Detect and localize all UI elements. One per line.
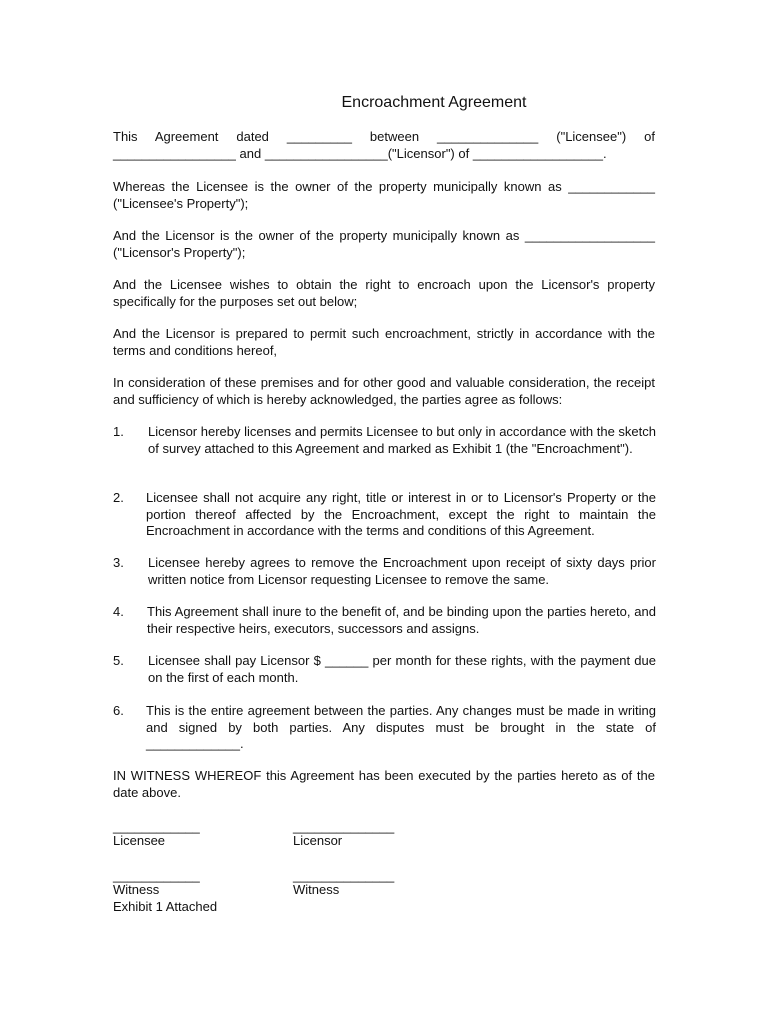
- whereas-permit-encroachment: And the Licensor is prepared to permit such encroachment, strictly in accordance with the terms and conditions hereof,: [113, 326, 655, 358]
- witness-signature-line: ______________: [293, 868, 395, 883]
- item-text-removal: Licensee hereby agrees to remove the Encroachment upon receipt of sixty days prior written notice from Licensor requesting Licensee to remove the same.: [148, 555, 656, 587]
- intro-paragraph: This Agreement dated _________ between ______________ ("Licensee") of _________________ and _________________("Licensor") of __________________.: [113, 129, 655, 161]
- item-number: 3.: [113, 555, 124, 570]
- item-text-license: Licensor hereby licenses and permits Licensee to but only in accordance with the sketch of survey attached to this Agreement and marked as Exhibit 1 (the "Encroachment").: [148, 424, 657, 456]
- item-number: 4.: [113, 604, 124, 619]
- exhibit-note: Exhibit 1 Attached: [113, 899, 218, 914]
- licensor-signature-line: ______________: [293, 819, 395, 834]
- whereas-encroach-right: And the Licensee wishes to obtain the right to encroach upon the Licensor's property specifically for the purposes set out below;: [113, 277, 655, 309]
- whereas-licensor-property: And the Licensor is the owner of the property municipally known as __________________ ("Licensor's Property");: [113, 228, 655, 260]
- item-text-entire-agreement: This is the entire agreement between the parties. Any changes must be made in writing and signed by both parties. Any disputes must be brought in the state of _____________.: [146, 703, 656, 751]
- item-text-no-rights: Licensee shall not acquire any right, title or interest in or to Licensor's Property or the portion thereof affected by the Encroachment, except the right to maintain the Encroachment in accordance with the terms and conditions of this Agreement.: [146, 490, 656, 538]
- item-number: 1.: [113, 424, 124, 439]
- witness-label: Witness: [113, 882, 160, 897]
- item-text-payment: Licensee shall pay Licensor $ ______ per month for these rights, with the payment due on the first of each month.: [148, 653, 656, 685]
- licensee-signature-line: ____________: [113, 819, 200, 834]
- consideration-paragraph: In consideration of these premises and for other good and valuable consideration, the receipt and sufficiency of which is hereby acknowledged, the parties agree as follows:: [113, 375, 655, 407]
- document-title: Encroachment Agreement: [341, 94, 527, 111]
- witness-label: Witness: [293, 882, 340, 897]
- licensee-label: Licensee: [113, 833, 166, 848]
- item-number: 2.: [113, 490, 124, 505]
- item-number: 6.: [113, 703, 124, 718]
- item-text-binding: This Agreement shall inure to the benefit of, and be binding upon the parties hereto, and their respective heirs, executors, successors and assigns.: [147, 604, 656, 636]
- witness-clause: IN WITNESS WHEREOF this Agreement has been executed by the parties hereto as of the date above.: [113, 768, 655, 800]
- licensor-label: Licensor: [293, 833, 343, 848]
- witness-signature-line: ____________: [113, 868, 200, 883]
- item-number: 5.: [113, 653, 124, 668]
- whereas-licensee-property: Whereas the Licensee is the owner of the property municipally known as ____________ ("Licensee's Property");: [113, 179, 655, 211]
